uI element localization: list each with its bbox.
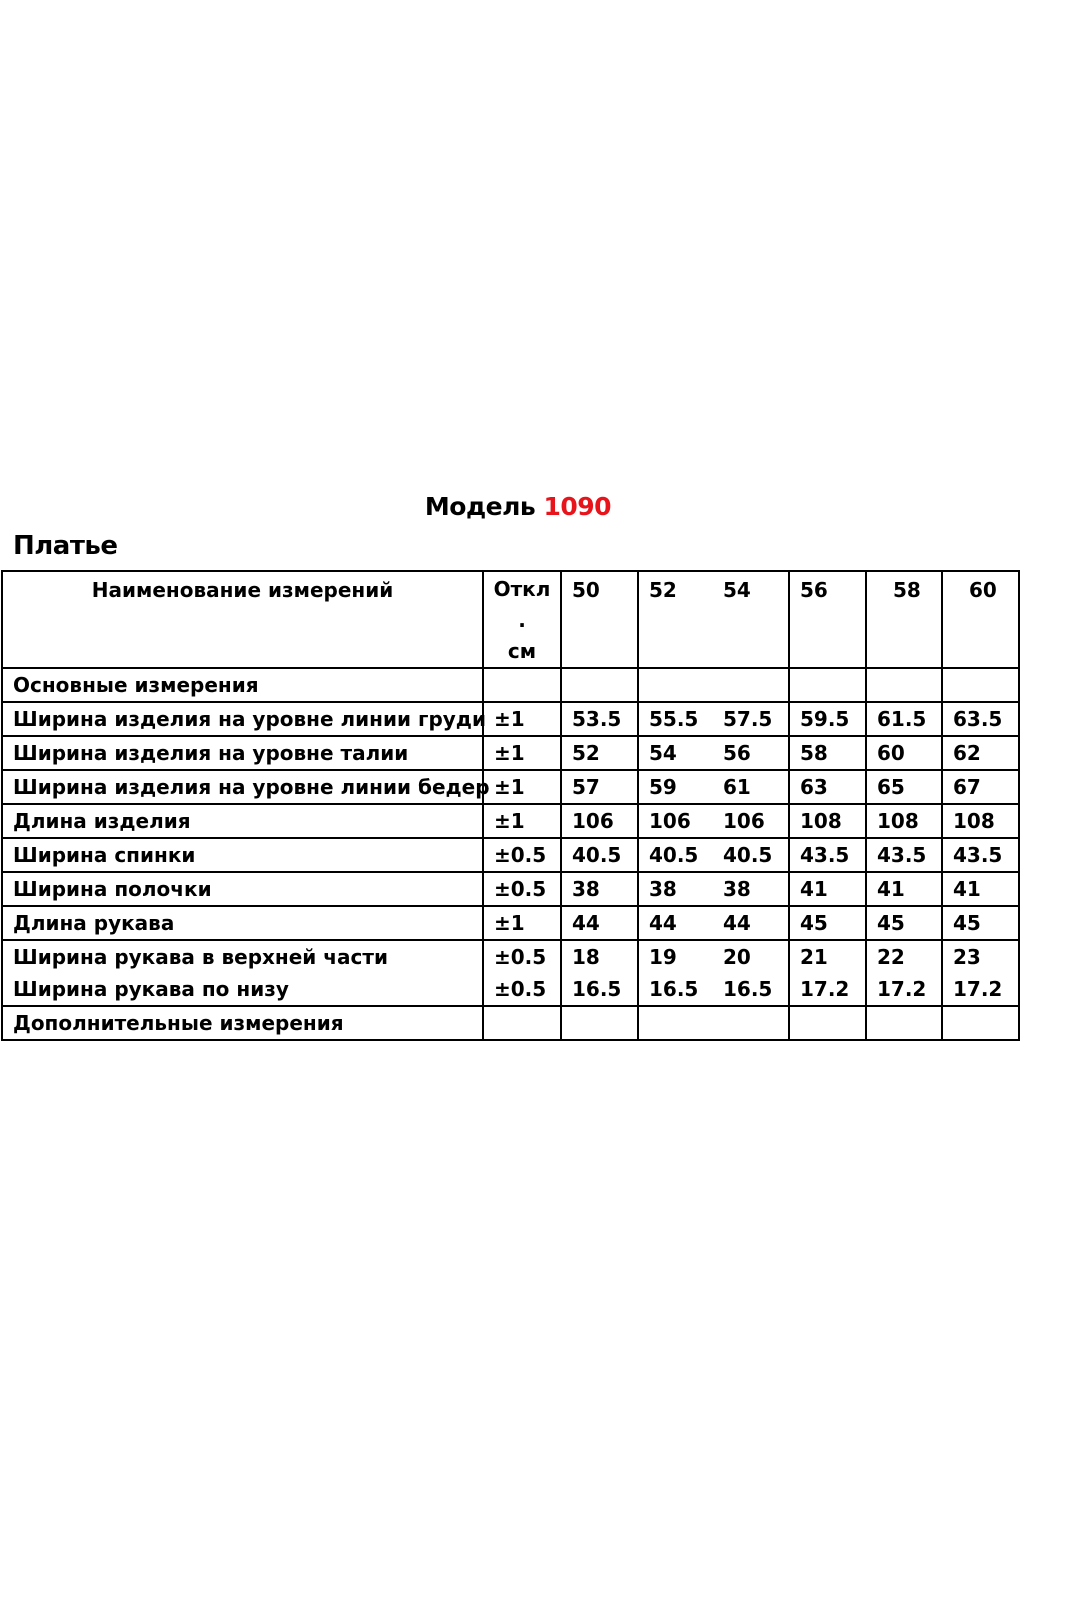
header-row bbox=[2, 571, 1019, 668]
measurement-value: 38 bbox=[713, 872, 789, 906]
measurement-deviation: ±1 bbox=[483, 906, 561, 940]
measurement-value: 18 bbox=[561, 940, 638, 973]
measurement-value: 38 bbox=[561, 872, 638, 906]
measurement-value: 106 bbox=[561, 804, 638, 838]
measurement-row bbox=[2, 770, 1019, 804]
empty-cell bbox=[942, 1006, 1019, 1040]
header-size: 60 bbox=[942, 571, 1019, 668]
header-size: 56 bbox=[789, 571, 866, 668]
header-size: 50 bbox=[561, 571, 638, 668]
measurement-value: 45 bbox=[866, 906, 942, 940]
header-deviation bbox=[483, 571, 561, 668]
empty-cell bbox=[638, 1006, 713, 1040]
model-number: 1090 bbox=[543, 492, 612, 521]
measurement-name: Ширина спинки bbox=[2, 838, 483, 872]
measurement-name: Ширина полочки bbox=[2, 872, 483, 906]
model-title bbox=[0, 492, 1036, 521]
measurement-value: 22 bbox=[866, 940, 942, 973]
measurement-value: 67 bbox=[942, 770, 1019, 804]
product-title: Платье bbox=[13, 531, 118, 561]
empty-cell bbox=[483, 1006, 561, 1040]
measurement-value: 108 bbox=[866, 804, 942, 838]
measurement-value: 19 bbox=[649, 945, 677, 969]
measurement-value: 45 bbox=[789, 906, 866, 940]
measurement-deviation: ±1 bbox=[483, 702, 561, 736]
measurement-value: 16.5 bbox=[561, 973, 638, 1006]
measurement-value: 45 bbox=[942, 906, 1019, 940]
measurement-value: 40.5 bbox=[638, 838, 713, 872]
header-size: 58 bbox=[866, 571, 942, 668]
measurement-value: 44 bbox=[638, 906, 713, 940]
measurement-value: 60 bbox=[866, 736, 942, 770]
header-deviation-line: Откл bbox=[493, 577, 551, 601]
measurement-value: 63.5 bbox=[942, 702, 1019, 736]
measurement-value: 59.5 bbox=[789, 702, 866, 736]
measurement-value: 23 bbox=[942, 940, 1019, 973]
measurement-value: 57.5 bbox=[713, 702, 789, 736]
measurement-value: 63 bbox=[789, 770, 866, 804]
measurement-value: 44 bbox=[561, 906, 638, 940]
measurement-value: 17.2 bbox=[866, 973, 942, 1006]
measurement-value: 61.5 bbox=[866, 702, 942, 736]
measurement-value: 41 bbox=[866, 872, 942, 906]
section-row-extra bbox=[2, 1006, 1019, 1040]
measurement-value: 20 bbox=[713, 940, 789, 973]
empty-cell bbox=[561, 1006, 638, 1040]
measurement-value: 53.5 bbox=[561, 702, 638, 736]
section-label: Основные измерения bbox=[2, 668, 483, 702]
measurement-deviation: ±1 bbox=[483, 770, 561, 804]
header-size: 54 bbox=[713, 571, 789, 668]
measurement-value: 54 bbox=[638, 736, 713, 770]
measurement-row bbox=[2, 940, 1019, 973]
measurement-row bbox=[2, 804, 1019, 838]
measurement-row bbox=[2, 872, 1019, 906]
measurement-value: 43.5 bbox=[866, 838, 942, 872]
measurement-value: 106 bbox=[638, 804, 713, 838]
measurement-row bbox=[2, 702, 1019, 736]
empty-cell bbox=[866, 1006, 942, 1040]
measurement-value: 40.5 bbox=[561, 838, 638, 872]
empty-cell bbox=[789, 1006, 866, 1040]
measurement-value: 58 bbox=[789, 736, 866, 770]
header-name: Наименование измерений bbox=[2, 571, 483, 668]
measurement-deviation: ±0.5 bbox=[483, 872, 561, 906]
measurement-value: 57 bbox=[561, 770, 638, 804]
measurement-row bbox=[2, 906, 1019, 940]
measurement-name: Ширина рукава в верхней части bbox=[2, 940, 483, 973]
measurement-value: 44 bbox=[713, 906, 789, 940]
measurement-value: 108 bbox=[942, 804, 1019, 838]
measurement-value: 38 bbox=[638, 872, 713, 906]
measurement-value: 61 bbox=[713, 770, 789, 804]
header-deviation-line: . bbox=[518, 608, 526, 632]
measurement-value: 65 bbox=[866, 770, 942, 804]
measurement-name: Ширина рукава по низу bbox=[2, 973, 483, 1006]
header-deviation-line: см bbox=[507, 639, 537, 663]
measurement-name: Ширина изделия на уровне талии bbox=[2, 736, 483, 770]
size-table bbox=[1, 570, 1020, 1041]
measurement-value: 17.2 bbox=[942, 973, 1019, 1006]
section-label: Дополнительные измерения bbox=[2, 1006, 483, 1040]
empty-cell bbox=[713, 1006, 789, 1040]
measurement-value: 43.5 bbox=[789, 838, 866, 872]
model-label: Модель bbox=[424, 492, 536, 521]
measurement-deviation: ±1 bbox=[483, 804, 561, 838]
measurement-row bbox=[2, 973, 1019, 1006]
measurement-value: 56 bbox=[713, 736, 789, 770]
measurement-value: 52 bbox=[561, 736, 638, 770]
measurement-value: 43.5 bbox=[942, 838, 1019, 872]
measurement-deviation: ±0.5 bbox=[483, 973, 561, 1006]
measurement-value: 21 bbox=[789, 940, 866, 973]
measurement-name: Ширина изделия на уровне линии груди bbox=[2, 702, 483, 736]
measurement-value: 106 bbox=[713, 804, 789, 838]
measurement-value: 40.5 bbox=[713, 838, 789, 872]
measurement-row bbox=[2, 736, 1019, 770]
measurement-value: 59 bbox=[638, 770, 713, 804]
measurement-value: 16.5 bbox=[638, 973, 713, 1006]
measurement-value: 55.5 bbox=[638, 702, 713, 736]
measurement-value: 108 bbox=[789, 804, 866, 838]
section-row-main bbox=[2, 668, 1019, 702]
measurement-value: 41 bbox=[942, 872, 1019, 906]
measurement-name: Ширина изделия на уровне линии бедер bbox=[2, 770, 483, 804]
measurement-name: Длина рукава bbox=[2, 906, 483, 940]
measurement-value: 17.2 bbox=[789, 973, 866, 1006]
measurement-value: 41 bbox=[789, 872, 866, 906]
measurement-deviation: ±1 bbox=[483, 736, 561, 770]
measurement-value: 16.5 bbox=[713, 973, 789, 1006]
measurement-deviation: ±0.5 bbox=[483, 838, 561, 872]
measurement-name: Длина изделия bbox=[2, 804, 483, 838]
header-size: 52 bbox=[638, 571, 713, 668]
measurement-deviation: ±0.5 bbox=[483, 940, 561, 973]
measurement-row bbox=[2, 838, 1019, 872]
measurement-value: 62 bbox=[942, 736, 1019, 770]
